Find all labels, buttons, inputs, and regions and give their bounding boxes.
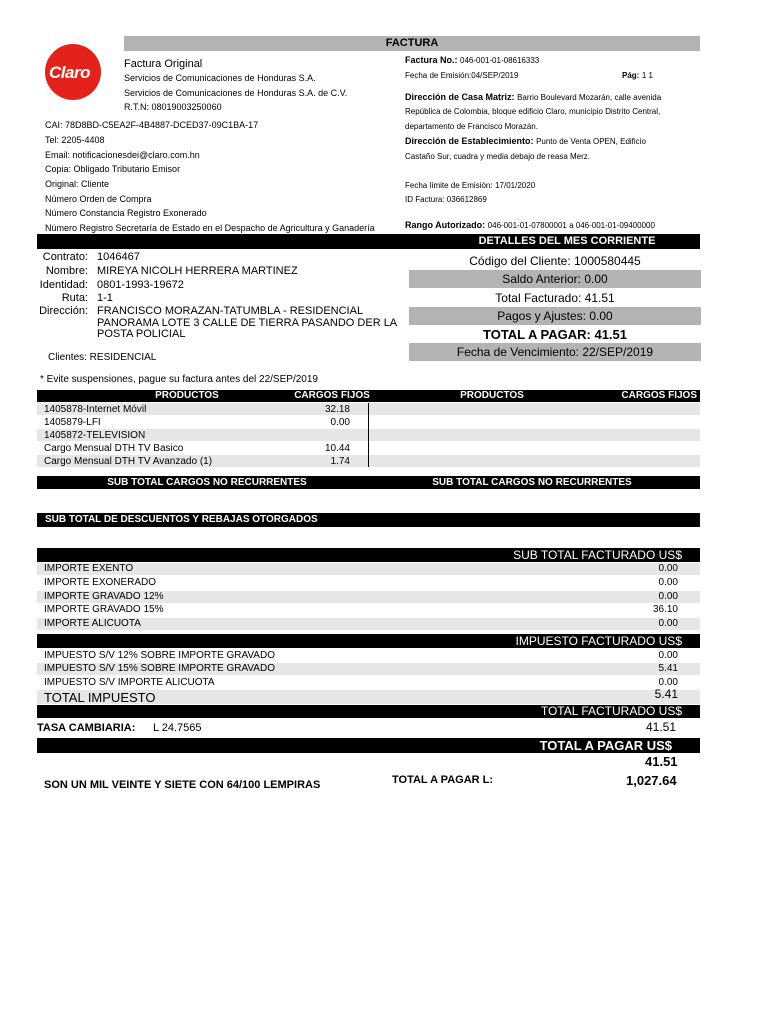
total-impuesto-label: TOTAL IMPUESTO (44, 690, 156, 705)
establecimiento-2: Castaño Sur, cuadra y media debajo de reasa Merz. (405, 152, 590, 161)
impuesto-row: IMPUESTO S/V IMPORTE ALICUOTA 0.00 (44, 677, 678, 688)
col-cargos-right: CARGOS FIJOS (621, 390, 697, 401)
pagos-ajustes-box (409, 307, 701, 325)
producto-value: 0.00 (330, 417, 350, 428)
no-recurrentes-right: SUB TOTAL CARGOS NO RECURRENTES (432, 477, 632, 488)
total-facturado-value: 41.51 (646, 720, 677, 734)
company-name-full: Servicios de Comunicaciones de Honduras S.A. de C.V. (124, 88, 348, 98)
producto-value: 1.74 (330, 456, 350, 467)
no-recurrentes-band (37, 476, 700, 489)
aviso-suspension: * Evite suspensiones, pague su factura antes del 22/SEP/2019 (40, 374, 318, 385)
producto-name: 1405878-Internet Móvil (44, 404, 147, 415)
facturado-row: IMPORTE EXENTO 0.00 (37, 563, 700, 575)
factura-title: FACTURA (385, 37, 439, 49)
direccion-line-1: FRANCISCO MORAZAN-TATUMBLA - RESIDENCIAL (97, 305, 364, 317)
saldo-anterior: Saldo Anterior: 0.00 (502, 272, 608, 286)
nombre-label: Nombre: (45, 265, 88, 277)
total-pagar-us-value: 41.51 (645, 754, 678, 769)
establecimiento: Dirección de Establecimiento: Punto de Venta OPEN, Edificio (405, 136, 646, 146)
direccion-line-3: POSTA POLICIAL (97, 328, 186, 340)
telefono: Tel: 2205-4408 (45, 135, 105, 145)
contrato-label: Contrato: (42, 251, 88, 263)
producto-value: 32.18 (324, 404, 350, 415)
total-pagar-l-value: 1,027.64 (626, 773, 677, 788)
total-impuesto-value: 5.41 (654, 687, 678, 701)
total-impuesto-row (37, 687, 700, 705)
detalles-band (37, 234, 700, 249)
casa-matriz-2: República de Colombia, bloque edificio Claro, municipio Distrito Central, (405, 107, 661, 116)
pagina: Pág: 1 1 (622, 71, 653, 80)
descuentos-title: SUB TOTAL DE DESCUENTOS Y REBAJAS OTORGADOS (45, 514, 318, 525)
identidad-label: Identidad: (39, 279, 88, 291)
total-facturado-title: TOTAL FACTURADO US$ (540, 704, 682, 718)
descuentos-band (37, 513, 700, 527)
facturado-row: IMPORTE EXONERADO 0.00 (44, 577, 678, 588)
factura-title-band (124, 36, 700, 51)
identidad-value: 0801-1993-19672 (97, 279, 184, 291)
claro-logo: Claro (45, 44, 101, 100)
company-rtn: R.T.N: 08019003250060 (124, 102, 222, 112)
total-facturado-detalle: Total Facturado: 41.51 (495, 291, 615, 305)
email: Email: notificacionesdei@claro.com.hn (45, 150, 200, 160)
no-recurrentes-left: SUB TOTAL CARGOS NO RECURRENTES (107, 477, 307, 488)
producto-value: 10.44 (324, 443, 350, 454)
cai: CAI: 78D8BD-C5EA2F-4B4887-DCED37-09C1BA-17 (45, 120, 259, 130)
codigo-cliente: Código del Cliente: 1000580445 (469, 254, 641, 268)
facturado-row: IMPORTE GRAVADO 15% 36.10 (44, 604, 678, 615)
total-facturado-band (37, 705, 700, 718)
col-cargos-left: CARGOS FIJOS (294, 390, 370, 401)
clientes-tipo: Clientes: RESIDENCIAL (48, 352, 157, 363)
impuesto-row: IMPUESTO S/V 12% SOBRE IMPORTE GRAVADO 0.00 (44, 650, 678, 661)
casa-matriz-3: departamento de Francisco Morazán. (405, 122, 538, 131)
orden-compra: Número Orden de Compra (45, 194, 152, 204)
impuesto-row: IMPUESTO S/V 15% SOBRE IMPORTE GRAVADO 5.41 (37, 663, 700, 675)
company-name: Servicios de Comunicaciones de Honduras S.A. (124, 73, 316, 83)
id-factura: ID Factura: 036612869 (405, 195, 487, 204)
registro-sag: Número Registro Secretaría de Estado en el Despacho de Agricultura y Ganadería (45, 223, 375, 233)
tasa-cambiaria-label: TASA CAMBIARIA: (37, 722, 136, 734)
total-pagar-detalle: TOTAL A PAGAR: 41.51 (483, 327, 627, 342)
ruta-value: 1-1 (97, 292, 113, 304)
facturado-title: SUB TOTAL FACTURADO US$ (513, 548, 682, 562)
nombre-value: MIREYA NICOLH HERRERA MARTINEZ (97, 265, 298, 277)
tasa-cambiaria-value: L 24.7565 (153, 722, 202, 734)
fecha-emision: Fecha de Emisión:04/SEP/2019 (405, 71, 519, 80)
original: Original: Cliente (45, 179, 110, 189)
fecha-vencimiento: Fecha de Vencimiento: 22/SEP/2019 (456, 345, 654, 359)
producto-name: 1405872-TELEVISION (44, 430, 146, 441)
pagos-ajustes: Pagos y Ajustes: 0.00 (497, 309, 613, 323)
fecha-limite: Fecha límite de Emisión: 17/01/2020 (405, 181, 536, 190)
monto-en-letras: SON UN MIL VEINTE Y SIETE CON 64/100 LEMPIRAS (44, 779, 321, 791)
total-pagar-us-title: TOTAL A PAGAR US$ (539, 738, 672, 753)
facturado-band (37, 548, 700, 562)
factura-type: Factura Original (124, 58, 203, 70)
copia: Copia: Obligado Tributario Emisor (45, 164, 181, 174)
impuesto-title: IMPUESTO FACTURADO US$ (515, 634, 682, 648)
col-productos-right: PRODUCTOS (460, 390, 524, 401)
saldo-anterior-box (409, 270, 701, 288)
casa-matriz: Dirección de Casa Matriz: Barrio Boulevard Mozarán, calle avenida (405, 92, 662, 102)
direccion-line-2: PANORAMA LOTE 3 CALLE DE TIERRA PASANDO DER LA (97, 317, 398, 329)
contrato-value: 1046467 (97, 251, 140, 263)
fecha-vencimiento-box (409, 343, 701, 361)
facturado-row: IMPORTE GRAVADO 12% 0.00 (37, 591, 700, 603)
detalles-title: DETALLES DEL MES CORRIENTE (478, 235, 656, 247)
facturado-row: IMPORTE ALICUOTA 0.00 (37, 618, 700, 630)
factura-no: Factura No.: 046-001-01-08616333 (405, 55, 540, 65)
ruta-label: Ruta: (61, 292, 88, 304)
impuesto-band (37, 634, 700, 648)
col-productos-left: PRODUCTOS (155, 390, 219, 401)
rango-autorizado: Rango Autorizado: 046-001-01-07800001 a 046-001-01-09400000 (405, 220, 655, 230)
productos-divider (368, 403, 369, 467)
producto-name: Cargo Mensual DTH TV Avanzado (1) (44, 456, 213, 467)
direccion-label: Dirección: (39, 305, 88, 317)
productos-header (37, 390, 700, 402)
total-pagar-us-band (37, 738, 700, 753)
total-pagar-l-label: TOTAL A PAGAR L: (392, 774, 494, 786)
producto-name: Cargo Mensual DTH TV Basico (44, 443, 184, 454)
producto-name: 1405879-LFI (44, 417, 101, 428)
constancia-exonerado: Número Constancia Registro Exonerado (45, 208, 207, 218)
